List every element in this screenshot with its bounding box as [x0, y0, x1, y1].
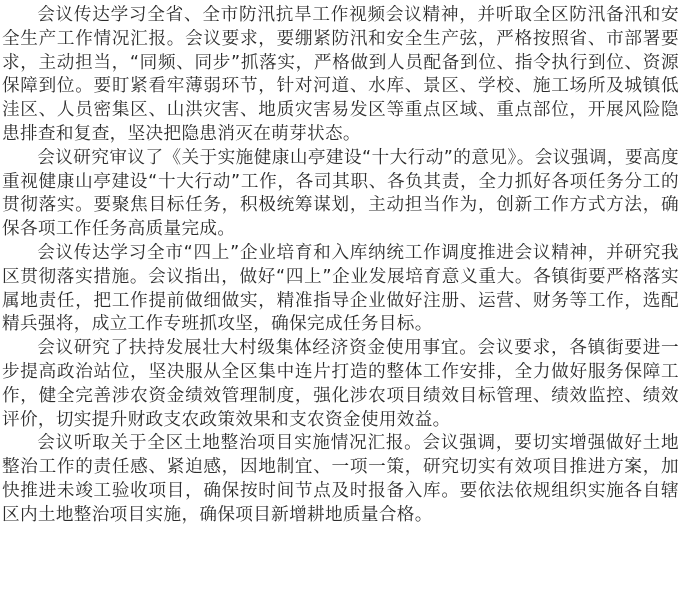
paragraph-land-consolidation: 会议听取关于全区土地整治项目实施情况汇报。会议强调，要切实增强做好土地整治工作的责任感、紧迫感，因地制宜、一项一策，研究切实有效项目推进方案，加快推进未竣工验收项目，确保按时间节点及时报备入库。要依法依规组织实施各自辖区内土地整治项目实施，确保项目新增耕地质量合格。: [2, 433, 679, 525]
paragraph-village-collective-economy: 会议研究了扶持发展壮大村级集体经济资金使用事宜。会议要求，各镇街要进一步提高政治站位，坚决服从全区集中连片打造的整体工作安排，全力做好服务保障工作，健全完善涉农资金绩效管理制度，强化涉农项目绩效目标管理、绩效监控、绩效评价，切实提升财政支农政策效果和支农资金使用效益。: [2, 338, 679, 430]
paragraph-four-above-enterprises: 会议传达学习全市“四上”企业培育和入库纳统工作调度推进会议精神，并研究我区贯彻落实措施。会议指出，做好“四上”企业发展培育意义重大。各镇街要严格落实属地责任，把工作提前做细做实，精准指导企业做好注册、运营、财务等工作，选配精兵强将，成立工作专班抓攻坚，确保完成任务目标。: [2, 242, 679, 335]
paragraph-flood-control: 会议传达学习全省、全市防汛抗旱工作视频会议精神，并听取全区防汛备汛和安全生产工作情况汇报。会议要求，要绷紧防汛和安全生产弦，严格按照省、市部署要求，主动担当，“同频、同步”抓落实，严格做到人员配备到位、指令执行到位、资源保障到位。要盯紧看牢薄弱环节，针对河道、水库、景区、学校、施工场所及城镇低洼区、人员密集区、山洪灾害、地质灾害易发区等重点区域、重点部位，开展风险隐患排查和复查，坚决把隐患消灭在萌芽状态。: [2, 5, 679, 144]
paragraph-healthy-shanting: 会议研究审议了《关于实施健康山亭建设“十大行动”的意见》。会议强调，要高度重视健康山亭建设“十大行动”工作，各司其职、各负其责，全力抓好各项任务分工的贯彻落实。要聚焦目标任务，积极统筹谋划，主动担当作为，创新工作方式方法，确保各项工作任务高质量完成。: [2, 147, 679, 240]
